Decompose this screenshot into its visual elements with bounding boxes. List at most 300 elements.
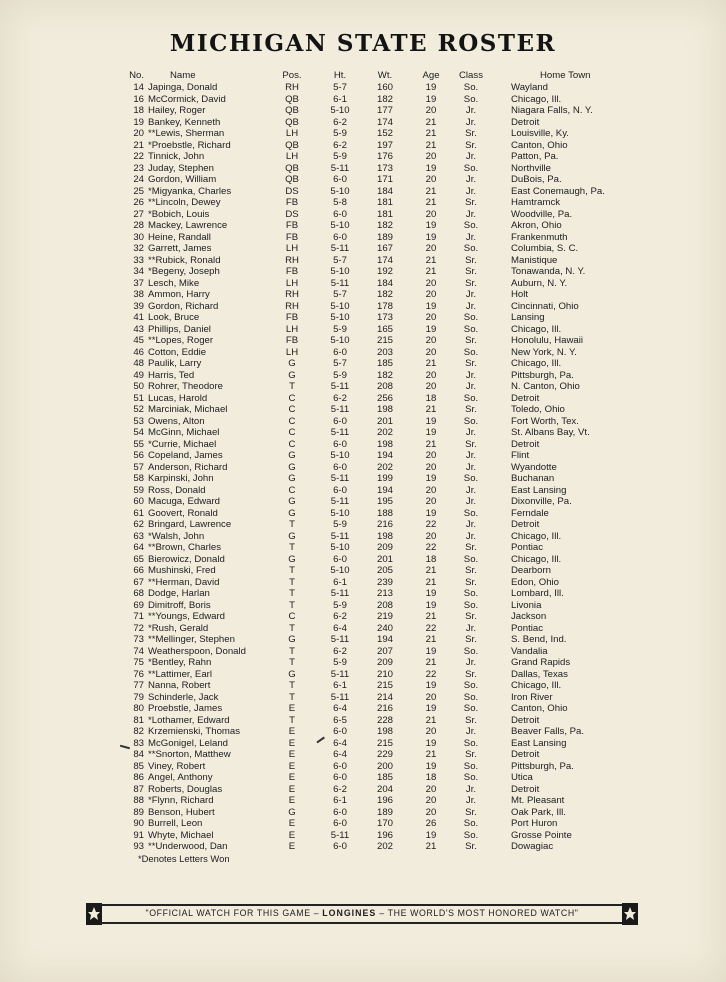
header-town: Home Town xyxy=(540,70,591,81)
cell-no: 87 xyxy=(133,783,144,795)
cell-no: 34 xyxy=(133,266,144,277)
cell-town: Wayland xyxy=(511,82,548,93)
cell-pos: G xyxy=(288,634,296,645)
cell-no: 63 xyxy=(133,530,144,542)
header-pos: Pos. xyxy=(282,70,302,81)
cell-no: 41 xyxy=(133,312,144,323)
cell-age: 19 xyxy=(425,737,437,749)
cell-age: 21 xyxy=(425,841,437,852)
cell-class: Jr. xyxy=(465,289,477,300)
cell-town: Vandalia xyxy=(511,645,548,657)
cell-wt: 196 xyxy=(376,795,393,806)
cell-no: 84 xyxy=(133,749,144,760)
cell-wt: 228 xyxy=(376,714,393,726)
cell-name: Ross, Donald xyxy=(148,484,206,496)
cell-wt: 202 xyxy=(376,427,393,438)
cell-wt: 181 xyxy=(376,197,393,208)
cell-ht: 5-9 xyxy=(333,151,347,162)
cell-town: Beaver Falls, Pa. xyxy=(511,726,585,737)
cell-ht: 6-0 xyxy=(333,726,347,737)
cell-no: 21 xyxy=(133,139,144,151)
cell-ht: 6-2 xyxy=(333,392,347,404)
cell-pos: E xyxy=(288,795,296,806)
cell-wt: 174 xyxy=(376,254,393,266)
cell-name: Marciniak, Michael xyxy=(148,404,228,415)
cell-wt: 185 xyxy=(376,358,393,369)
cell-wt: 173 xyxy=(376,312,393,323)
cell-ht: 6-5 xyxy=(333,714,347,726)
cell-pos: QB xyxy=(285,139,299,151)
cell-name: Dimitroff, Boris xyxy=(148,599,211,611)
roster-table xyxy=(0,82,726,852)
cell-class: Sr. xyxy=(465,565,477,576)
cell-town: Pontiac xyxy=(511,622,543,634)
cell-class: Jr. xyxy=(465,496,477,507)
cell-no: 18 xyxy=(133,105,144,116)
cell-wt: 203 xyxy=(376,346,393,358)
cell-age: 21 xyxy=(425,139,437,151)
cell-pos: QB xyxy=(285,162,299,174)
cell-ht: 6-1 xyxy=(333,795,347,806)
cell-town: Ferndale xyxy=(511,507,549,519)
cell-ht: 6-0 xyxy=(333,484,347,496)
cell-ht: 5-11 xyxy=(330,496,350,507)
cell-name: **Lattimer, Earl xyxy=(148,668,212,680)
cell-name: Look, Bruce xyxy=(148,312,200,323)
header-class: Class xyxy=(459,70,483,81)
cell-ht: 5-10 xyxy=(330,565,350,576)
cell-wt: 165 xyxy=(376,323,393,335)
cell-town: Chicago, Ill. xyxy=(511,530,562,542)
cell-ht: 6-0 xyxy=(333,415,347,427)
cell-town: Holt xyxy=(511,289,529,300)
cell-class: So. xyxy=(463,553,479,565)
cell-wt: 192 xyxy=(376,266,393,277)
cell-town: Detroit xyxy=(511,749,540,760)
cell-age: 20 xyxy=(425,208,437,220)
cell-wt: 216 xyxy=(376,519,393,530)
cell-town: Chicago, Ill. xyxy=(511,93,562,105)
cell-pos: T xyxy=(289,381,295,392)
cell-ht: 6-0 xyxy=(333,208,347,220)
cell-pos: C xyxy=(288,392,296,404)
cell-name: Gordon, Richard xyxy=(148,300,219,312)
cell-ht: 5-10 xyxy=(330,220,350,231)
cell-wt: 189 xyxy=(376,806,393,818)
cell-class: So. xyxy=(463,312,479,323)
cell-town: Tonawanda, N. Y. xyxy=(511,266,586,277)
cell-name: Viney, Robert xyxy=(148,760,206,772)
cell-age: 19 xyxy=(425,323,437,335)
cell-pos: T xyxy=(289,622,295,634)
cell-name: McGinn, Michael xyxy=(148,427,220,438)
cell-class: Sr. xyxy=(465,668,477,680)
cell-no: 59 xyxy=(133,484,144,496)
cell-town: Niagara Falls, N. Y. xyxy=(511,105,593,116)
cell-age: 22 xyxy=(425,519,437,530)
cell-wt: 188 xyxy=(376,507,393,519)
cell-name: Whyte, Michael xyxy=(148,829,214,841)
cell-no: 88 xyxy=(133,795,144,806)
cell-ht: 5-10 xyxy=(330,542,350,553)
cell-age: 20 xyxy=(425,530,437,542)
cell-age: 20 xyxy=(425,312,437,323)
cell-wt: 210 xyxy=(376,668,393,680)
cell-wt: 214 xyxy=(376,691,393,703)
cell-wt: 256 xyxy=(376,392,393,404)
cell-age: 20 xyxy=(425,691,437,703)
cell-pos: G xyxy=(288,553,296,565)
cell-class: Jr. xyxy=(465,530,477,542)
cell-ht: 6-0 xyxy=(333,841,347,852)
cell-ht: 6-0 xyxy=(333,461,347,473)
cell-town: Dowagiac xyxy=(511,841,554,852)
cell-town: DuBois, Pa. xyxy=(511,174,562,185)
cell-class: Jr. xyxy=(465,300,477,312)
cell-town: New York, N. Y. xyxy=(511,346,577,358)
cell-wt: 167 xyxy=(376,243,393,254)
cell-town: Canton, Ohio xyxy=(511,139,568,151)
cell-class: So. xyxy=(463,760,479,772)
cell-town: Detroit xyxy=(511,116,540,128)
cell-no: 37 xyxy=(133,277,144,289)
cell-age: 21 xyxy=(425,116,437,128)
cell-ht: 6-0 xyxy=(333,818,347,829)
cell-pos: LH xyxy=(285,346,299,358)
cell-wt: 207 xyxy=(376,645,393,657)
cell-name: Bierowicz, Donald xyxy=(148,553,225,565)
cell-name: **Lewis, Sherman xyxy=(148,128,225,139)
cell-no: 51 xyxy=(133,392,144,404)
cell-ht: 6-2 xyxy=(333,116,347,128)
cell-class: Sr. xyxy=(465,139,477,151)
page-title: MICHIGAN STATE ROSTER xyxy=(169,30,557,57)
cell-wt: 202 xyxy=(376,841,393,852)
cell-no: 33 xyxy=(133,254,144,266)
cell-no: 93 xyxy=(133,841,144,852)
cell-pos: T xyxy=(289,565,295,576)
cell-pos: C xyxy=(288,415,296,427)
cell-pos: E xyxy=(288,737,296,749)
cell-town: Port Huron xyxy=(511,818,558,829)
cell-wt: 160 xyxy=(376,82,393,93)
cell-class: Jr. xyxy=(465,450,477,461)
cell-town: Detroit xyxy=(511,438,540,450)
cell-town: Wyandotte xyxy=(511,461,557,473)
cell-class: So. xyxy=(463,703,479,714)
cell-ht: 5-7 xyxy=(333,358,347,369)
cell-name: Mackey, Lawrence xyxy=(148,220,228,231)
cell-class: Jr. xyxy=(465,484,477,496)
cell-no: 58 xyxy=(133,473,144,484)
cell-ht: 5-11 xyxy=(330,634,350,645)
footer-rule-bottom xyxy=(100,922,624,924)
cell-class: Sr. xyxy=(465,128,477,139)
cell-wt: 171 xyxy=(376,174,393,185)
cell-class: Jr. xyxy=(465,726,477,737)
cell-no: 39 xyxy=(133,300,144,312)
header-no: No. xyxy=(129,70,144,81)
cell-pos: G xyxy=(288,668,296,680)
cell-pos: T xyxy=(289,599,295,611)
cell-wt: 229 xyxy=(376,749,393,760)
cell-pos: G xyxy=(288,450,296,461)
cell-pos: E xyxy=(288,726,296,737)
cell-town: Akron, Ohio xyxy=(511,220,562,231)
cell-class: So. xyxy=(463,680,479,691)
cell-ht: 6-0 xyxy=(333,231,347,243)
cell-age: 19 xyxy=(425,82,437,93)
cell-no: 43 xyxy=(133,323,144,335)
cell-wt: 177 xyxy=(376,105,393,116)
cell-wt: 182 xyxy=(376,289,393,300)
cell-age: 21 xyxy=(425,565,437,576)
cell-no: 80 xyxy=(133,703,144,714)
cell-wt: 170 xyxy=(376,818,393,829)
cell-pos: QB xyxy=(285,105,299,116)
cell-wt: 209 xyxy=(376,657,393,668)
cell-age: 20 xyxy=(425,369,437,381)
cell-class: Jr. xyxy=(465,208,477,220)
cell-ht: 5-10 xyxy=(330,105,350,116)
cell-pos: C xyxy=(288,438,296,450)
cell-wt: 185 xyxy=(376,772,393,783)
cell-town: Jackson xyxy=(511,611,547,622)
cell-pos: T xyxy=(289,588,295,599)
cell-no: 60 xyxy=(133,496,144,507)
cell-pos: RH xyxy=(285,300,299,312)
cell-wt: 201 xyxy=(376,415,393,427)
cell-no: 68 xyxy=(133,588,144,599)
cell-no: 64 xyxy=(133,542,144,553)
cell-no: 30 xyxy=(133,231,144,243)
cell-ht: 6-4 xyxy=(333,622,347,634)
cell-pos: G xyxy=(288,496,296,507)
cell-name: Burrell, Leon xyxy=(148,818,203,829)
cell-class: Jr. xyxy=(465,461,477,473)
cell-class: Jr. xyxy=(465,783,477,795)
cell-town: Oak Park, Ill. xyxy=(511,806,566,818)
cell-wt: 182 xyxy=(376,220,393,231)
cell-town: N. Canton, Ohio xyxy=(511,381,580,392)
cell-town: Utica xyxy=(511,772,533,783)
cell-class: Sr. xyxy=(465,714,477,726)
cell-wt: 195 xyxy=(376,496,393,507)
cell-wt: 198 xyxy=(376,726,393,737)
cell-town: Hamtramck xyxy=(511,197,561,208)
cell-wt: 208 xyxy=(376,599,393,611)
cell-ht: 5-11 xyxy=(330,243,350,254)
cell-age: 19 xyxy=(425,507,437,519)
cell-name: Harris, Ted xyxy=(148,369,195,381)
cell-town: Buchanan xyxy=(511,473,555,484)
cell-no: 14 xyxy=(133,82,144,93)
cell-class: So. xyxy=(463,588,479,599)
cell-pos: E xyxy=(288,818,296,829)
cell-wt: 198 xyxy=(376,530,393,542)
cell-wt: 182 xyxy=(376,369,393,381)
cell-town: East Lansing xyxy=(511,484,567,496)
cell-no: 23 xyxy=(133,162,144,174)
cell-ht: 5-11 xyxy=(330,162,350,174)
footer-slogan xyxy=(102,908,622,918)
cell-no: 61 xyxy=(133,507,144,519)
cell-name: *Rush, Gerald xyxy=(148,622,209,634)
cell-name: *Bentley, Rahn xyxy=(148,657,212,668)
cell-class: Sr. xyxy=(465,634,477,645)
cell-name: *Proebstle, Richard xyxy=(148,139,231,151)
cell-ht: 6-0 xyxy=(333,553,347,565)
cell-class: So. xyxy=(463,392,479,404)
cell-town: Louisville, Ky. xyxy=(511,128,569,139)
cell-name: Gordon, William xyxy=(148,174,217,185)
cell-wt: 189 xyxy=(376,231,393,243)
cell-name: McGonigel, Leland xyxy=(148,737,228,749)
cell-pos: E xyxy=(288,841,296,852)
cell-wt: 194 xyxy=(376,484,393,496)
cell-ht: 6-2 xyxy=(333,611,347,622)
cell-ht: 6-2 xyxy=(333,645,347,657)
cell-town: Auburn, N. Y. xyxy=(511,277,568,289)
cell-no: 85 xyxy=(133,760,144,772)
cell-age: 21 xyxy=(425,197,437,208)
watch-emblem-icon xyxy=(622,903,638,925)
cell-age: 21 xyxy=(425,438,437,450)
cell-no: 52 xyxy=(133,404,144,415)
cell-town: Mt. Pleasant xyxy=(511,795,565,806)
cell-ht: 5-11 xyxy=(330,668,350,680)
cell-no: 86 xyxy=(133,772,144,783)
cell-class: Jr. xyxy=(465,174,477,185)
footer-text-before: "OFFICIAL WATCH FOR THIS GAME – xyxy=(145,908,320,918)
cell-class: So. xyxy=(463,162,479,174)
cell-name: **Lincoln, Dewey xyxy=(148,197,221,208)
cell-no: 77 xyxy=(133,680,144,691)
cell-name: *Walsh, John xyxy=(148,530,205,542)
cell-town: Manistique xyxy=(511,254,558,266)
cell-pos: E xyxy=(288,760,296,772)
cell-no: 74 xyxy=(133,645,144,657)
cell-pos: FB xyxy=(285,231,299,243)
cell-name: Dodge, Harlan xyxy=(148,588,210,599)
cell-wt: 208 xyxy=(376,381,393,392)
cell-name: Japinga, Donald xyxy=(148,82,218,93)
cell-town: Woodville, Pa. xyxy=(511,208,573,220)
cell-class: So. xyxy=(463,507,479,519)
cell-class: Sr. xyxy=(465,254,477,266)
cell-name: Ammon, Harry xyxy=(148,289,210,300)
cell-ht: 5-10 xyxy=(330,507,350,519)
cell-pos: LH xyxy=(285,243,299,254)
cell-name: *Bobich, Louis xyxy=(148,208,210,220)
cell-pos: C xyxy=(288,404,296,415)
cell-name: Krzemienski, Thomas xyxy=(148,726,241,737)
cell-wt: 196 xyxy=(376,829,393,841)
cell-pos: LH xyxy=(285,323,299,335)
cell-ht: 5-8 xyxy=(333,197,347,208)
cell-no: 89 xyxy=(133,806,144,818)
cell-wt: 202 xyxy=(376,461,393,473)
cell-ht: 5-11 xyxy=(330,588,350,599)
cell-pos: G xyxy=(288,507,296,519)
cell-class: So. xyxy=(463,415,479,427)
cell-ht: 5-9 xyxy=(333,599,347,611)
cell-age: 20 xyxy=(425,335,437,346)
cell-name: **Brown, Charles xyxy=(148,542,222,553)
cell-no: 72 xyxy=(133,622,144,634)
cell-ht: 5-11 xyxy=(330,691,350,703)
cell-pos: E xyxy=(288,772,296,783)
cell-town: Pittsburgh, Pa. xyxy=(511,760,574,772)
cell-town: Toledo, Ohio xyxy=(511,404,565,415)
cell-town: Livonia xyxy=(511,599,542,611)
cell-pos: G xyxy=(288,806,296,818)
cell-age: 20 xyxy=(425,243,437,254)
cell-age: 20 xyxy=(425,346,437,358)
cell-class: Sr. xyxy=(465,335,477,346)
cell-age: 22 xyxy=(425,622,437,634)
cell-ht: 5-11 xyxy=(330,404,350,415)
cell-age: 21 xyxy=(425,128,437,139)
cell-town: Honolulu, Hawaii xyxy=(511,335,583,346)
cell-age: 19 xyxy=(425,645,437,657)
cell-age: 20 xyxy=(425,277,437,289)
cell-name: Garrett, James xyxy=(148,243,212,254)
cell-wt: 213 xyxy=(376,588,393,599)
cell-ht: 6-0 xyxy=(333,772,347,783)
cell-wt: 176 xyxy=(376,151,393,162)
cell-name: Weatherspoon, Donald xyxy=(148,645,246,657)
cell-name: Bringard, Lawrence xyxy=(148,519,232,530)
cell-town: Chicago, Ill. xyxy=(511,553,562,565)
cell-class: Jr. xyxy=(465,116,477,128)
cell-age: 20 xyxy=(425,484,437,496)
cell-town: Chicago, Ill. xyxy=(511,323,562,335)
cell-pos: C xyxy=(288,611,296,622)
cell-no: 48 xyxy=(133,358,144,369)
cell-no: 73 xyxy=(133,634,144,645)
cell-pos: G xyxy=(288,530,296,542)
cell-no: 67 xyxy=(133,576,144,588)
cell-age: 22 xyxy=(425,668,437,680)
cell-town: Flint xyxy=(511,450,530,461)
cell-class: Jr. xyxy=(465,381,477,392)
cell-no: 16 xyxy=(133,93,144,105)
cell-ht: 6-0 xyxy=(333,438,347,450)
cell-pos: G xyxy=(288,461,296,473)
cell-no: 46 xyxy=(133,346,144,358)
cell-pos: T xyxy=(289,714,295,726)
cell-wt: 184 xyxy=(376,277,393,289)
cell-no: 81 xyxy=(133,714,144,726)
cell-name: Copeland, James xyxy=(148,450,223,461)
cell-age: 20 xyxy=(425,289,437,300)
cell-pos: RH xyxy=(285,82,299,93)
cell-class: Sr. xyxy=(465,277,477,289)
cell-town: Lombard, Ill. xyxy=(511,588,564,599)
footer-brand: LONGINES xyxy=(322,908,377,918)
cell-age: 20 xyxy=(425,496,437,507)
cell-age: 22 xyxy=(425,542,437,553)
footer-rule-top xyxy=(100,904,624,906)
cell-no: 66 xyxy=(133,565,144,576)
cell-pos: DS xyxy=(285,185,299,197)
cell-wt: 240 xyxy=(376,622,393,634)
cell-class: Jr. xyxy=(465,151,477,162)
cell-pos: T xyxy=(289,657,295,668)
cell-class: So. xyxy=(463,243,479,254)
cell-pos: LH xyxy=(285,128,299,139)
